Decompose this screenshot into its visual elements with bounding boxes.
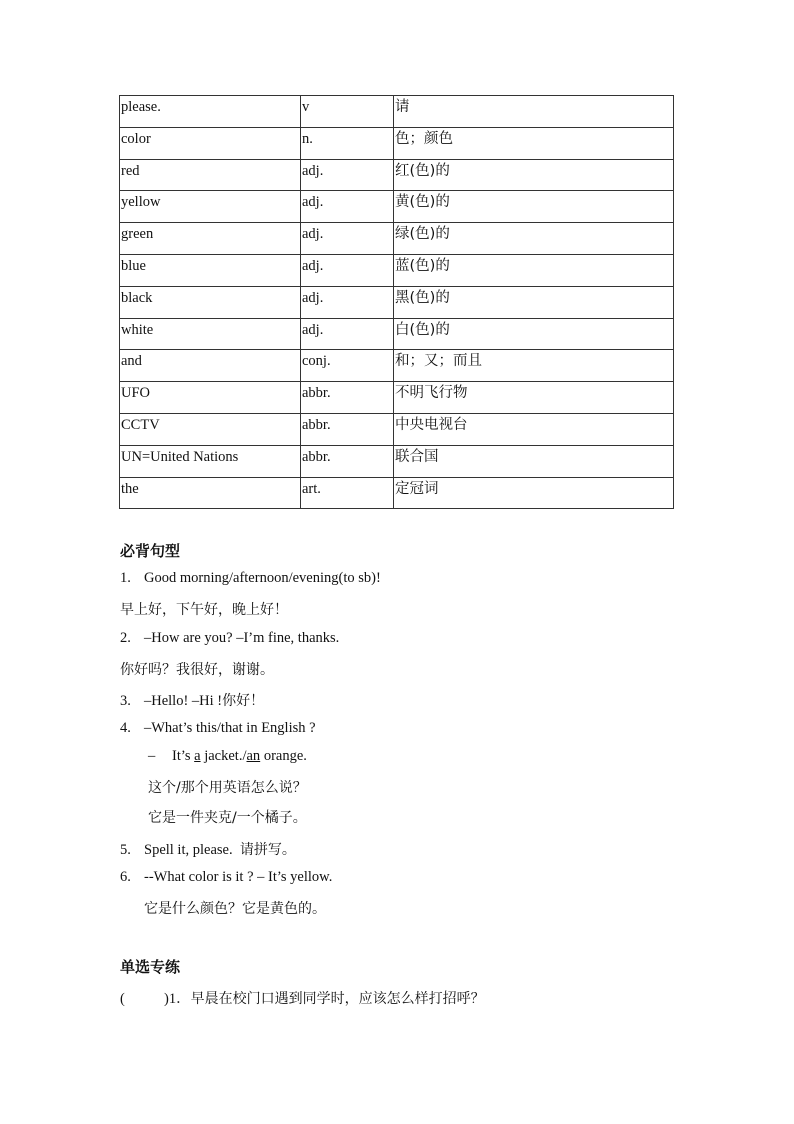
answer-text: jacket./: [200, 748, 247, 764]
vocab-row: [120, 382, 674, 414]
vocab-meaning: 黄(色)的: [394, 191, 674, 223]
vocab-row: [120, 254, 674, 286]
question-number: )1．: [164, 991, 191, 1007]
answer-blank-open: (: [120, 991, 125, 1007]
vocab-word: yellow: [120, 191, 301, 223]
sentence-number: 5.: [120, 842, 131, 858]
vocab-meaning: 定冠词: [394, 477, 674, 509]
sentence-english: --What color is it ? – It’s yellow.: [144, 869, 333, 885]
sentence-1-translation: 早上好，下午好，晚上好！: [120, 602, 288, 618]
vocab-word: please.: [120, 96, 301, 128]
vocab-part-of-speech: n.: [301, 127, 394, 159]
vocab-word: white: [120, 318, 301, 350]
sentence-2: [120, 630, 339, 647]
vocab-part-of-speech: abbr.: [301, 413, 394, 445]
sentence-chinese: 请拼写。: [239, 842, 296, 858]
vocab-row: [120, 286, 674, 318]
vocab-part-of-speech: abbr.: [301, 445, 394, 477]
sentence-number: 4.: [120, 720, 131, 736]
sentence-3: [120, 690, 264, 710]
vocab-part-of-speech: conj.: [301, 350, 394, 382]
sentence-number: 3.: [120, 693, 131, 709]
vocab-word: green: [120, 223, 301, 255]
vocab-row: [120, 477, 674, 509]
sentence-4-translation-2: 它是一件夹克/一个橘子。: [148, 810, 307, 826]
vocab-part-of-speech: art.: [301, 477, 394, 509]
sentence-6: [120, 869, 332, 886]
vocab-meaning: 绿(色)的: [394, 223, 674, 255]
sentence-1: [120, 570, 381, 587]
sentence-6-translation: 它是什么颜色？它是黄色的。: [144, 901, 326, 917]
vocab-part-of-speech: adj.: [301, 254, 394, 286]
vocab-meaning: 和；又；而且: [394, 350, 674, 382]
vocab-part-of-speech: v: [301, 96, 394, 128]
vocab-word: UFO: [120, 382, 301, 414]
vocab-row: [120, 413, 674, 445]
vocab-word: CCTV: [120, 413, 301, 445]
sentence-number: 2.: [120, 630, 131, 646]
vocab-meaning: 黑(色)的: [394, 286, 674, 318]
vocab-word: blue: [120, 254, 301, 286]
answer-text: It’s: [172, 748, 195, 764]
vocab-part-of-speech: adj.: [301, 286, 394, 318]
sentence-english: –How are you? –I’m fine, thanks.: [144, 630, 340, 646]
vocabulary-table-body: [120, 96, 674, 509]
vocab-part-of-speech: adj.: [301, 223, 394, 255]
vocab-word: red: [120, 159, 301, 191]
sentence-english: –Hello! –Hi !: [144, 693, 223, 709]
vocab-meaning: 中央电视台: [394, 413, 674, 445]
answer-dash: –: [148, 748, 156, 764]
vocab-word: the: [120, 477, 301, 509]
vocab-word: and: [120, 350, 301, 382]
vocab-row: [120, 191, 674, 223]
vocab-row: [120, 445, 674, 477]
underlined-article-a: a: [194, 748, 201, 764]
vocab-meaning: 联合国: [394, 445, 674, 477]
sentence-english: Good morning/afternoon/evening(to sb)!: [144, 570, 381, 586]
sentence-5: [120, 839, 296, 859]
vocab-meaning: 蓝(色)的: [394, 254, 674, 286]
vocab-row: [120, 159, 674, 191]
vocabulary-table: [119, 95, 674, 509]
vocab-row: [120, 127, 674, 159]
sentence-number: 1.: [120, 570, 131, 586]
vocab-part-of-speech: abbr.: [301, 382, 394, 414]
sentence-2-translation: 你好吗？我很好，谢谢。: [120, 662, 274, 678]
exercise-heading: 单选专练: [120, 958, 181, 976]
question-text: 早晨在校门口遇到同学时，应该怎么样打招呼？: [190, 991, 485, 1007]
sentence-chinese: 你好！: [222, 693, 265, 709]
vocab-word: color: [120, 127, 301, 159]
vocab-meaning: 红(色)的: [394, 159, 674, 191]
vocab-meaning: 不明飞行物: [394, 382, 674, 414]
vocab-meaning: 色；颜色: [394, 127, 674, 159]
sentence-english: Spell it, please.: [144, 842, 233, 858]
vocab-word: UN=United Nations: [120, 445, 301, 477]
vocab-part-of-speech: adj.: [301, 318, 394, 350]
vocab-part-of-speech: adj.: [301, 159, 394, 191]
vocab-row: [120, 223, 674, 255]
vocab-row: [120, 96, 674, 128]
sentence-4-translation-1: 这个/那个用英语怎么说？: [148, 780, 307, 796]
vocab-meaning: 请: [394, 96, 674, 128]
vocab-row: [120, 350, 674, 382]
question-1: [120, 987, 485, 1008]
vocab-meaning: 白(色)的: [394, 318, 674, 350]
vocab-part-of-speech: adj.: [301, 191, 394, 223]
sentence-number: 6.: [120, 869, 131, 885]
vocab-word: black: [120, 286, 301, 318]
vocab-row: [120, 318, 674, 350]
underlined-article-an: an: [246, 748, 261, 764]
sentence-4-answer: [148, 748, 307, 765]
sentence-4: [120, 720, 316, 737]
answer-text: orange.: [260, 748, 307, 764]
sentence-english: –What’s this/that in English ?: [144, 720, 316, 736]
sentences-heading: 必背句型: [120, 542, 181, 560]
